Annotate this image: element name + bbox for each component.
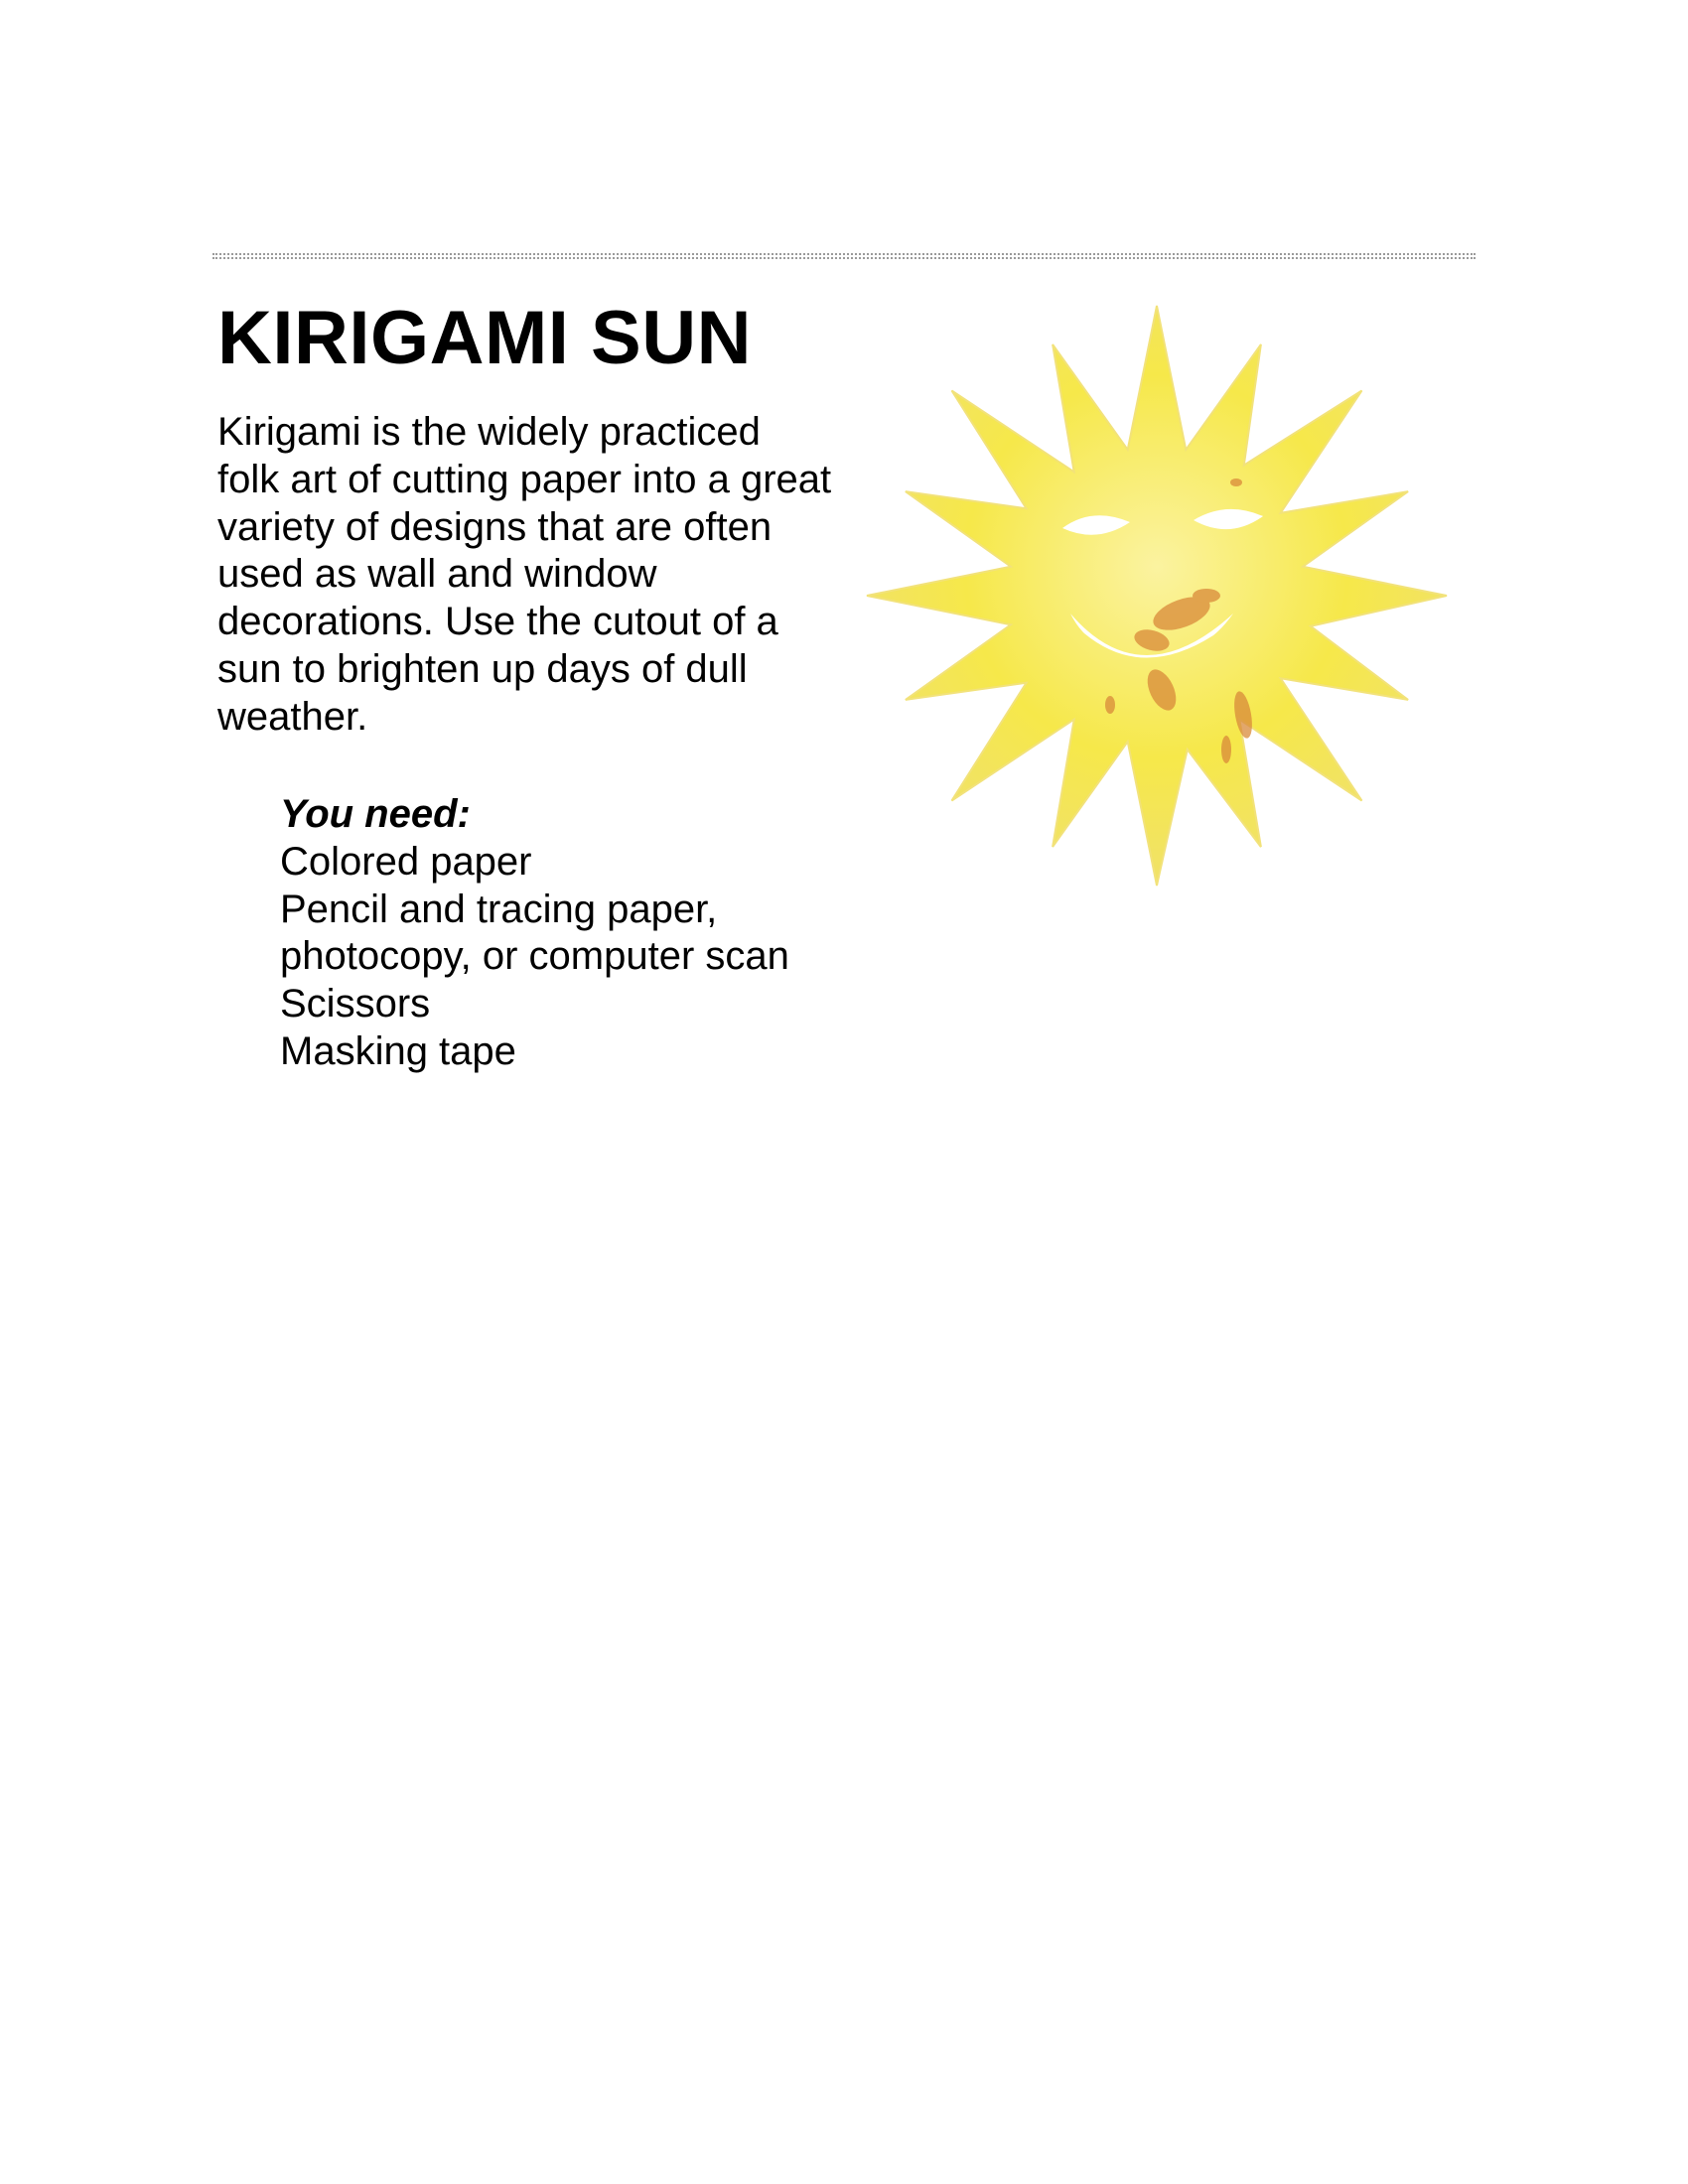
supply-item: Colored paper [280, 839, 532, 884]
kirigami-sun-illustration [854, 298, 1460, 893]
top-divider [212, 253, 1476, 259]
page-title: KIRIGAMI SUN [217, 296, 752, 380]
sun-star-shape [867, 306, 1447, 886]
supply-item: Masking tape [280, 1028, 516, 1073]
intro-paragraph: Kirigami is the widely practiced folk art of cutting paper into a great variety of designs that are often used as wall and window decorations. Use the cutout of a sun to brighten up days of dull weather. [217, 410, 832, 739]
sun-body [867, 306, 1447, 886]
supply-item: Pencil and tracing paper, [280, 887, 718, 931]
supply-item: photocopy, or computer scan [280, 934, 789, 979]
supply-item: Scissors [280, 982, 431, 1026]
supplies-heading: You need: [280, 792, 471, 836]
supplies-list [280, 791, 789, 1076]
